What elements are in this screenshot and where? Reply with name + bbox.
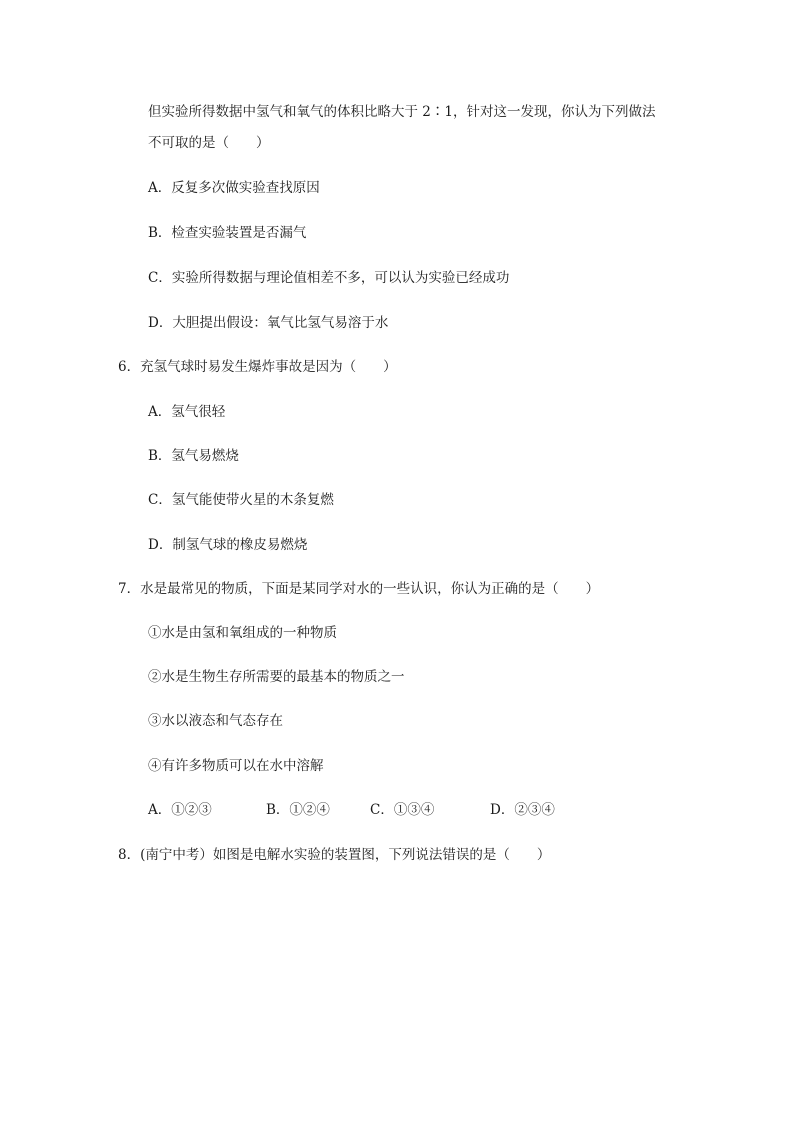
q7-statement-4: ④有许多物质可以在水中溶解: [148, 758, 324, 774]
q6-option-b: B．氢气易燃烧: [148, 448, 239, 464]
q7-stem: 7．水是最常见的物质，下面是某同学对水的一些认识，你认为正确的是（ ）: [118, 581, 600, 597]
q5-option-b: B．检查实验装置是否漏气: [148, 225, 307, 241]
q5-stem-line-2: 不可取的是（ ）: [148, 135, 270, 151]
q7-statement-1: ①水是由氢和氧组成的一种物质: [148, 625, 337, 641]
q8-stem: 8．(南宁中考）如图是电解水实验的装置图，下列说法错误的是（ ）: [118, 847, 551, 863]
q6-option-d: D．制氢气球的橡皮易燃烧: [148, 537, 308, 553]
q5-option-a: A．反复多次做实验查找原因: [148, 180, 320, 196]
q7-option-b: B．①②④: [266, 802, 330, 818]
q5-option-c: C．实验所得数据与理论值相差不多，可以认为实验已经成功: [148, 270, 510, 286]
q7-option-d: D．②③④: [490, 802, 555, 818]
q7-statement-2: ②水是生物生存所需要的最基本的物质之一: [148, 669, 405, 685]
q5-stem-line-1: 但实验所得数据中氢气和氧气的体积比略大于 2∶1，针对这一发现，你认为下列做法: [148, 104, 656, 120]
q7-statement-3: ③水以液态和气态存在: [148, 713, 283, 729]
q6-option-a: A．氢气很轻: [148, 404, 226, 420]
q6-option-c: C．氢气能使带火星的木条复燃: [148, 492, 334, 508]
q5-option-d: D．大胆提出假设：氧气比氢气易溶于水: [148, 315, 389, 331]
q7-option-a: A．①②③: [148, 802, 212, 818]
q6-stem: 6．充氢气球时易发生爆炸事故是因为（ ）: [118, 359, 397, 375]
q7-option-c: C．①③④: [370, 802, 435, 818]
